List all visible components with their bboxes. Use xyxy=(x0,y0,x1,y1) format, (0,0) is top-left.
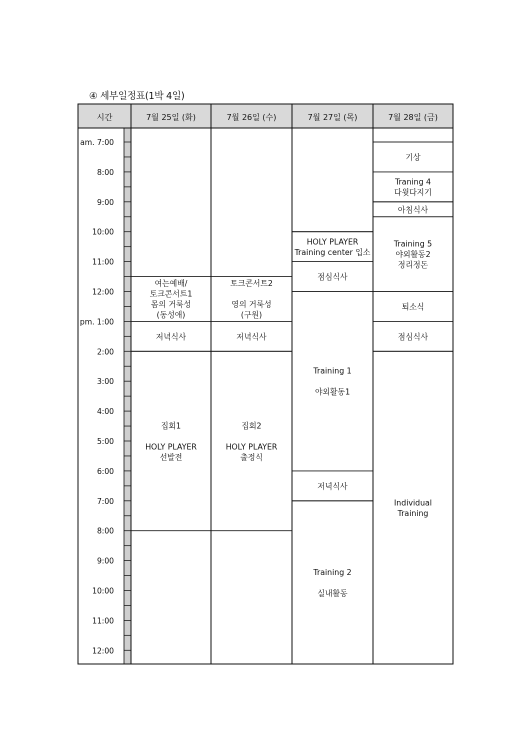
time-label: 7:00 xyxy=(96,496,114,506)
event-text: 점심식사 xyxy=(397,332,429,342)
event-text: Training 1 xyxy=(313,366,352,376)
time-label: am. 7:00 xyxy=(80,138,114,147)
event-text: Individual xyxy=(394,498,432,508)
event-text: 토크콘서트1 xyxy=(149,289,193,299)
event-text: 실내활동 xyxy=(317,588,348,598)
time-label: 4:00 xyxy=(96,407,114,417)
event-text: 저녁식사 xyxy=(317,481,348,491)
event-text: 몸의 거룩성 xyxy=(150,300,192,310)
time-label: 12:00 xyxy=(92,646,114,656)
event-text: 아침식사 xyxy=(397,205,429,215)
event-text: Training xyxy=(397,508,429,518)
event-text: 영의 거룩성 xyxy=(231,300,272,310)
event-text: 저녁식사 xyxy=(155,332,187,342)
event-text: 여는예배/ xyxy=(154,279,188,289)
event-text: 출정식 xyxy=(240,452,263,462)
header-day: 7월 27일 (목) xyxy=(307,113,358,122)
time-label: 6:00 xyxy=(96,466,114,476)
time-label: 9:00 xyxy=(96,556,114,566)
time-label: 8:00 xyxy=(96,526,114,536)
header-day: 7월 26일 (수) xyxy=(226,113,277,122)
time-label: 5:00 xyxy=(96,437,114,446)
event-text: 저녁식사 xyxy=(236,332,267,342)
event-text: (동성애) xyxy=(156,310,186,320)
event-text: 기상 xyxy=(405,152,421,162)
event-text: 정리정돈 xyxy=(397,260,429,270)
time-label: 11:00 xyxy=(92,616,114,626)
event-text: Training center 입소 xyxy=(294,247,371,257)
time-label: 3:00 xyxy=(96,377,114,387)
event-text: HOLY PLAYER xyxy=(225,442,278,452)
time-label: 2:00 xyxy=(96,347,114,357)
event-text: 점심식사 xyxy=(317,272,348,282)
time-label: pm. 1:00 xyxy=(79,317,114,327)
time-label: 11:00 xyxy=(92,257,114,267)
event-text: 야외활동1 xyxy=(314,387,351,397)
event-text: Traning 4 xyxy=(394,177,432,187)
schedule-heading: ④ 세부일정표(1박 4일) xyxy=(89,91,185,102)
event-text: Training 2 xyxy=(313,567,352,577)
header-day: 7월 25일 (화) xyxy=(146,113,196,122)
event-text: HOLY PLAYER xyxy=(306,237,359,247)
table-text xyxy=(80,112,438,655)
time-label: 9:00 xyxy=(96,197,114,207)
header-time: 시간 xyxy=(96,112,113,122)
event-text: 집회1 xyxy=(160,421,182,431)
time-label: 10:00 xyxy=(92,586,114,596)
event-text: 토크콘서트2 xyxy=(230,279,273,289)
event-text: 다윗다지기 xyxy=(394,188,432,198)
time-label: 8:00 xyxy=(96,167,114,177)
header-day: 7월 28일 (금) xyxy=(388,113,438,122)
event-text: (구원) xyxy=(240,310,263,320)
event-text: 야외활동2 xyxy=(395,250,431,260)
time-label: 10:00 xyxy=(92,227,114,237)
event-text: 퇴소식 xyxy=(401,302,425,312)
event-text: Training 5 xyxy=(393,239,433,249)
event-text: HOLY PLAYER xyxy=(145,442,197,452)
event-text: 선발전 xyxy=(159,452,183,462)
time-label: 12:00 xyxy=(92,287,114,297)
event-text: 집회2 xyxy=(241,421,262,431)
